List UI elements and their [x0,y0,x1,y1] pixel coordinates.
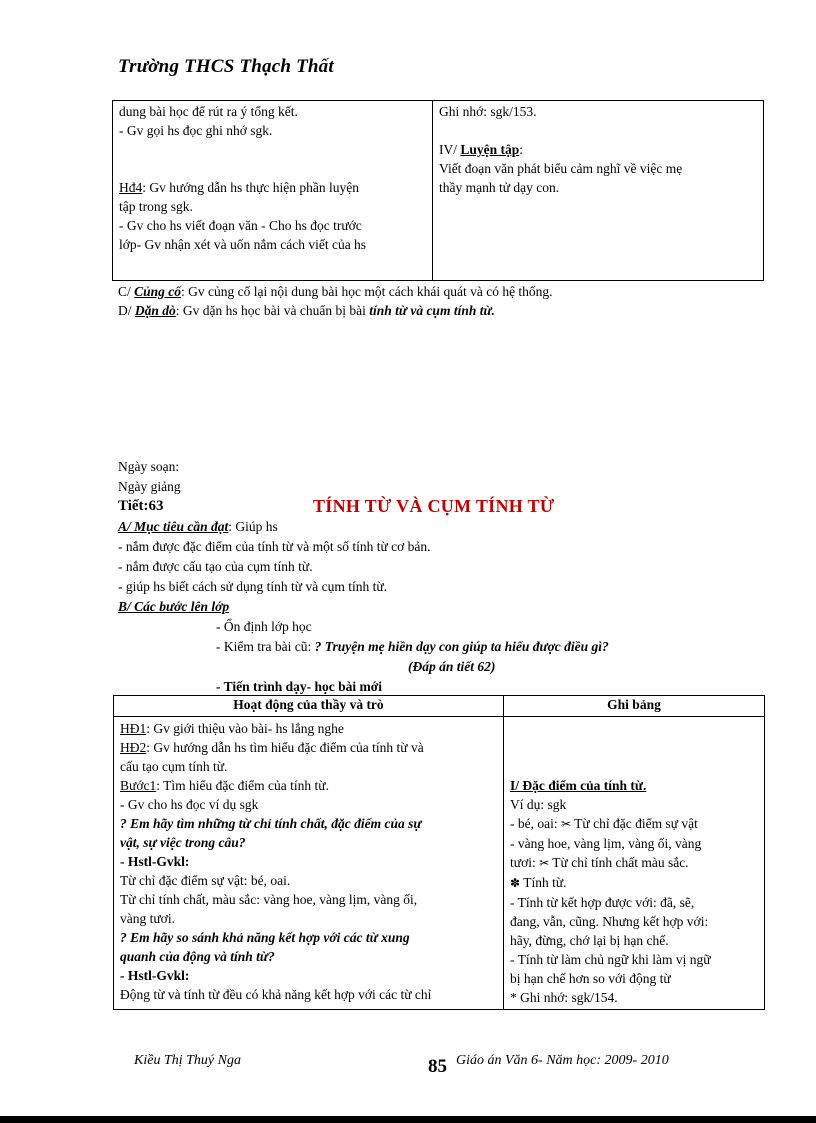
right-line: - vàng hoe, vàng lịm, vàng ối, vàng [510,836,702,851]
dan-do-label: Dặn dò [134,303,176,318]
top-left-line: lớp- Gv nhận xét và uốn nắm cách viết của hs [119,237,367,252]
dan-do-line [118,303,495,319]
muc-tieu-line [118,519,278,535]
answer-line: Từ chỉ đặc điểm sự vật: bé, oai. [120,873,291,888]
right-line [510,814,758,834]
scissors-icon: ✂ [539,856,550,870]
d-prefix: D/ [118,303,135,318]
top-left-line: - Gv gọi hs đọc ghi nhớ sgk. [119,123,273,138]
page-number: 85 [428,1056,447,1077]
hstl-line: - Hstl-Gvkl: [120,854,190,869]
spacer [510,719,758,738]
main-head-left: Hoạt động của thầy và trò [114,696,504,717]
r3-prefix: tươi: [510,855,540,870]
cung-co-line [118,284,553,300]
hd1-label: HĐ1 [120,721,147,736]
tiet-number: Tiết:63 [118,498,164,514]
c-prefix: C/ [118,284,135,299]
main-table [113,695,765,1010]
spacer [510,757,758,776]
step-kiem-tra-prefix: - Kiểm tra bài cũ: [216,639,315,654]
section-suffix: : [519,142,524,157]
question-line: vật, sự việc trong câu? [120,835,246,850]
top-left-line [119,159,426,178]
hd4-text: : Gv hướng dẫn hs thực hiện phần luyện [142,180,359,195]
cac-buoc-label: B/ Các bước lên lớp [118,599,230,614]
r1-prefix: - bé, oai: [510,816,561,831]
hd1-text: : Gv giới thiệu vào bài- hs lắng nghe [146,721,344,736]
top-left-line [119,140,426,159]
school-header: Trường THCS Thạch Thất [118,56,334,77]
flower-icon: ✽ [510,876,521,890]
question-line: quanh của động và tính từ? [120,949,275,964]
cung-co-text: : Gv củng cố lại nội dung bài học một cách khái quát và có hệ thống. [181,284,553,299]
buoc1-line [120,776,497,795]
top-right-cell [433,101,764,281]
dac-diem-heading: I/ Đặc điểm của tính từ. [510,778,647,793]
r4-text: Tính từ. [520,875,567,890]
question-line: ? Em hãy so sánh khả năng kết hợp với các từ xung [120,930,410,945]
muc-tieu-label: A/ Mục tiêu cần đạt [118,519,229,534]
step-kiem-tra [216,639,609,655]
spacer [510,738,758,757]
footer-author: Kiều Thị Thuý Nga [134,1053,241,1068]
step-on-dinh: - Ổn định lớp học [216,619,312,634]
dan-do-text: : Gv dặn hs học bài và chuẩn bị bài [175,303,370,318]
ghi-nho-note: Ghi nhớ: sgk/153. [439,104,537,119]
right-line: Ví dụ: sgk [510,797,567,812]
scissors-icon: ✂ [560,817,572,831]
buoc1-text: : Tìm hiểu đặc điểm của tính từ. [156,778,329,793]
dan-do-bold: tính từ và cụm tính từ. [369,303,495,318]
cung-co-label: Củng cố [134,284,182,299]
hd2-line [120,738,497,757]
step-kiem-tra-question: ? Truyện mẹ hiền dạy con giúp ta hiểu được điều gì? [314,639,609,654]
right-line: - Tính từ kết hợp được với: đã, sẽ, [510,895,695,910]
right-line [510,873,758,893]
r1-text: Từ chỉ đặc điểm sự vật [571,816,698,831]
answer-line: Động từ và tính từ đều có khả năng kết hợp với các từ chỉ [120,987,432,1002]
footer-course: Giáo án Văn 6- Năm học: 2009- 2010 [456,1053,669,1068]
hd2-label: HĐ2 [120,740,147,755]
right-line: * Ghi nhớ: sgk/154. [510,990,618,1005]
top-left-line: - Gv cho hs viết đoạn văn - Cho hs đọc trước [119,218,362,233]
luyen-tap-text: thầy mạnh tử dạy con. [439,180,560,195]
hstl-line: - Hstl-Gvkl: [120,968,190,983]
right-line: hãy, đừng, chớ lại bị hạn chế. [510,933,669,948]
question-line: ? Em hãy tìm những từ chỉ tính chất, đặc điểm của sự [120,816,422,831]
answer-line: vàng tươi. [120,911,175,926]
r3-text: Từ chỉ tính chất màu sắc. [549,855,689,870]
goal-item: - nắm được đặc điểm của tính từ và một số tính từ cơ bản. [118,539,431,554]
ngay-soan: Ngày soạn: [118,459,180,474]
luyen-tap-label: Luyện tập [460,142,520,157]
luyen-tap-heading [439,140,757,159]
cac-buoc-line [118,599,229,615]
hd1-line [120,719,497,738]
step-tien-trinh: - Tiến trình dạy- học bài mới [216,679,383,694]
buoc1-label: Bước1 [120,778,157,793]
goal-item: - giúp hs biết cách sử dụng tính từ và cụm tính từ. [118,579,388,594]
hd4-line [119,178,426,197]
page-bottom-rule [0,1116,816,1123]
section-prefix: IV/ [439,142,461,157]
spacer [439,121,757,140]
hd2-text: : Gv hướng dẫn hs tìm hiểu đặc điểm của tính từ và [146,740,424,755]
right-line: - Tính từ làm chủ ngữ khi làm vị ngữ [510,952,711,967]
hd4-label: Hđ4 [119,180,143,195]
main-left-cell [114,717,504,1010]
luyen-tap-text: Viết đoạn văn phát biểu cảm nghĩ về việc mẹ [439,161,683,176]
ngay-giang: Ngày giảng [118,479,181,494]
muc-tieu-text: : Giúp hs [228,519,278,534]
left-line: - Gv cho hs đọc ví dụ sgk [120,797,259,812]
goal-item: - nắm được cấu tạo của cụm tính từ. [118,559,313,574]
top-left-line: dung bài học để rút ra ý tổng kết. [119,104,298,119]
hd2-cont: cấu tạo cụm tính từ. [120,759,228,774]
top-left-line: tập trong sgk. [119,199,193,214]
main-head-right: Ghi bảng [504,696,765,717]
right-line [510,853,758,873]
top-table [112,100,764,281]
right-line: bị hạn chế hơn so với động từ [510,971,671,986]
step-answer: (Đáp án tiết 62) [408,659,496,674]
top-left-cell [113,101,433,281]
main-right-cell [504,717,765,1010]
answer-line: Từ chỉ tính chất, màu sắc: vàng hoe, vàng lịm, vàng ối, [120,892,418,907]
lesson-title: TÍNH TỪ VÀ CỤM TÍNH TỪ [313,496,555,516]
right-line: đang, vẫn, cũng. Nhưng kết hợp với: [510,914,709,929]
